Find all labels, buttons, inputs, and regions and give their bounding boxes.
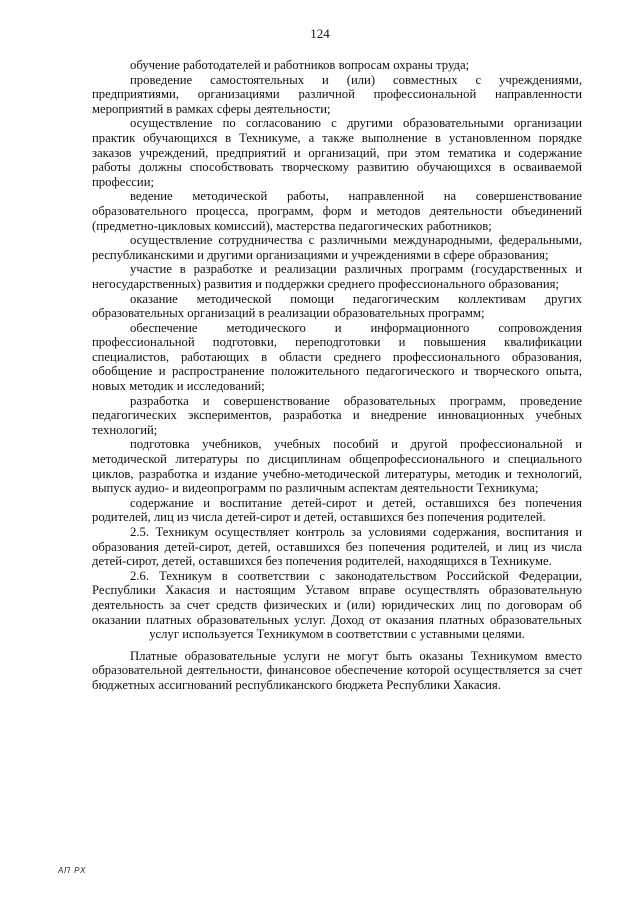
list-item-programs: участие в разработке и реализации различных программ (государственных и негосударственных) развития и поддержки среднего профессионального образования; — [92, 262, 582, 291]
archive-stamp: АП РХ — [58, 866, 87, 875]
list-item-support: обеспечение методического и информационного сопровождения профессиональной подготовки, переподготовки и повышения квалификации специалистов, работающих в области среднего профессионального образования, обобщение и распространение положительного педагогического и творческого опыта, новых методик и исследований; — [92, 320, 582, 394]
list-item-development: разработка и совершенствование образовательных программ, проведение педагогических экспериментов, разработка и внедрение инновационных учебных технологий; — [92, 393, 582, 437]
clause-2-6: 2.6. Техникум в соответствии с законодательством Российской Федерации, Республики Хакасия и настоящим Уставом вправе осуществлять образовательную деятельность за счет средств физических и (или) юридических лиц по договорам об оказании платных образовательных услуг. Доход от оказания платных образовательных услуг используется Техникумом в соответствии с уставными целями. — [92, 568, 582, 642]
list-item-orphans: содержание и воспитание детей-сирот и детей, оставшихся без попечения родителей, лиц из числа детей-сирот и детей, оставшихся без попечения родителей. — [92, 495, 582, 525]
list-item-methodical-work: ведение методической работы, направленной на совершенствование образовательного процесса, программ, форм и методов деятельности объединений (предметно-цикловых комиссий), мастерства педагогических работников; — [92, 189, 582, 233]
page-number: 124 — [310, 26, 330, 41]
list-item-events: проведение самостоятельных и (или) совместных с учреждениями, предприятиями, организациями различной профессиональной направленности мероприятий в рамках сферы деятельности; — [92, 72, 582, 116]
list-item-methodical-help: оказание методической помощи педагогическим коллективам других образовательных организаций в реализации образовательных программ; — [92, 291, 582, 321]
list-item-practice: осуществление по согласованию с другими образовательными организации практик обучающихся в Техникуме, а также выполнение в установленном порядке заказов учреждений, предприятий и организаций, при этом тематика и содержание работы должны способствовать творческому развитию обучающихся в осваиваемой профессии; — [92, 116, 582, 189]
paid-services-paragraph: Платные образовательные услуги не могут быть оказаны Техникумом вместо образовательной деятельности, финансовое обеспечение которой осуществляется за счет бюджетных ассигнований республиканского бюджета Республики Хакасия. — [92, 648, 582, 692]
document-body — [92, 58, 582, 693]
list-item-cooperation: осуществление сотрудничества с различными международными, федеральными, республиканскими и другими организациями и учреждениями в сфере образования; — [92, 233, 582, 262]
clause-2-5: 2.5. Техникум осуществляет контроль за условиями содержания, воспитания и образования детей-сирот, детей, оставшихся без попечения родителей, и лиц из числа детей-сирот, детей, оставшихся без попечения родителей, находящихся в Техникуме. — [92, 525, 582, 569]
list-item-textbooks: подготовка учебников, учебных пособий и другой профессиональной и методической литературы по дисциплинам общепрофессионального и специального циклов, разработка и издание учебно-методической литературы, методик и технологий, выпуск аудио- и видеопрограмм по различным аспектам деятельности Техникума; — [92, 437, 582, 496]
list-item-training: обучение работодателей и работников вопросам охраны труда; — [130, 58, 470, 72]
